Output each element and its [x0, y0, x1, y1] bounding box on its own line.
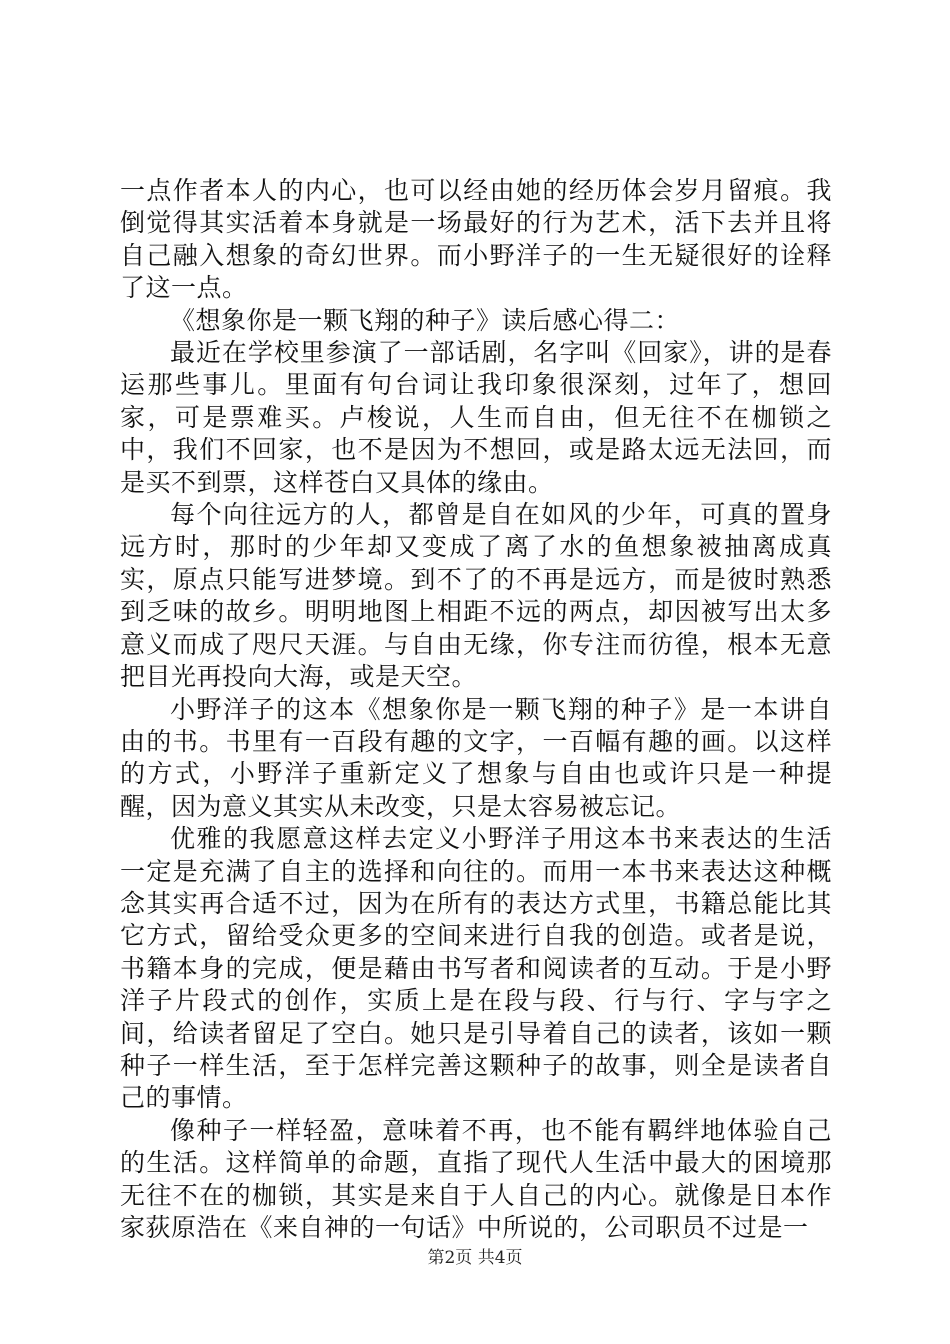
paragraph: 优雅的我愿意这样去定义小野洋子用这本书来表达的生活一定是充满了自主的选择和向往的。而用一本书来表达这种概念其实再合适不过，因为在所有的表达方式里，书籍总能比其它方式，留给受众更多的空间来进行自我的创造。或者是说，书籍本身的完成，便是藉由书写者和阅读者的互动。于是小野洋子片段式的创作，实质上是在段与段、行与行、字与字之间，给读者留足了空白。她只是引导着自己的读者，该如一颗种子一样生活，至于怎样完善这颗种子的故事，则全是读者自己的事情。 — [120, 824, 832, 1113]
paragraph: 最近在学校里参演了一部话剧，名字叫《回家》，讲的是春运那些事儿。里面有句台词让我印象很深刻，过年了，想回家，可是票难买。卢梭说，人生而自由，但无往不在枷锁之中，我们不回家，也不是因为不想回，或是路太远无法回，而是买不到票，这样苍白又具体的缘由。 — [120, 338, 832, 497]
paragraph: 小野洋子的这本《想象你是一颗飞翔的种子》是一本讲自由的书。书里有一百段有趣的文字，一百幅有趣的画。以这样的方式，小野洋子重新定义了想象与自由也或许只是一种提醒，因为意义其实从未改变，只是太容易被忘记。 — [120, 694, 832, 821]
paragraph-continued: 一点作者本人的内心，也可以经由她的经历体会岁月留痕。我倒觉得其实活着本身就是一场最好的行为艺术，活下去并且将自己融入想象的奇幻世界。而小野洋子的一生无疑很好的诠释了这一点。 — [120, 176, 832, 303]
section-heading: 《想象你是一颗飞翔的种子》读后感心得二： — [170, 305, 681, 335]
paragraph: 像种子一样轻盈，意味着不再，也不能有羁绊地体验自己的生活。这样简单的命题，直指了现代人生活中最大的困境那无往不在的枷锁，其实是来自于人自己的内心。就像是日本作家荻原浩在《来自神的一句话》中所说的，公司职员不过是一 — [120, 1115, 832, 1242]
paragraph: 每个向往远方的人，都曾是自在如风的少年，可真的置身远方时，那时的少年却又变成了离了水的鱼想象被抽离成真实，原点只能写进梦境。到不了的不再是远方，而是彼时熟悉到乏味的故乡。明明地图上相距不远的两点，却因被写出太多意义而成了咫尺天涯。与自由无缘，你专注而彷徨，根本无意把目光再投向大海，或是天空。 — [120, 500, 832, 692]
page-number-footer: 第2页 共4页 — [427, 1248, 523, 1268]
document-body — [120, 175, 832, 1244]
